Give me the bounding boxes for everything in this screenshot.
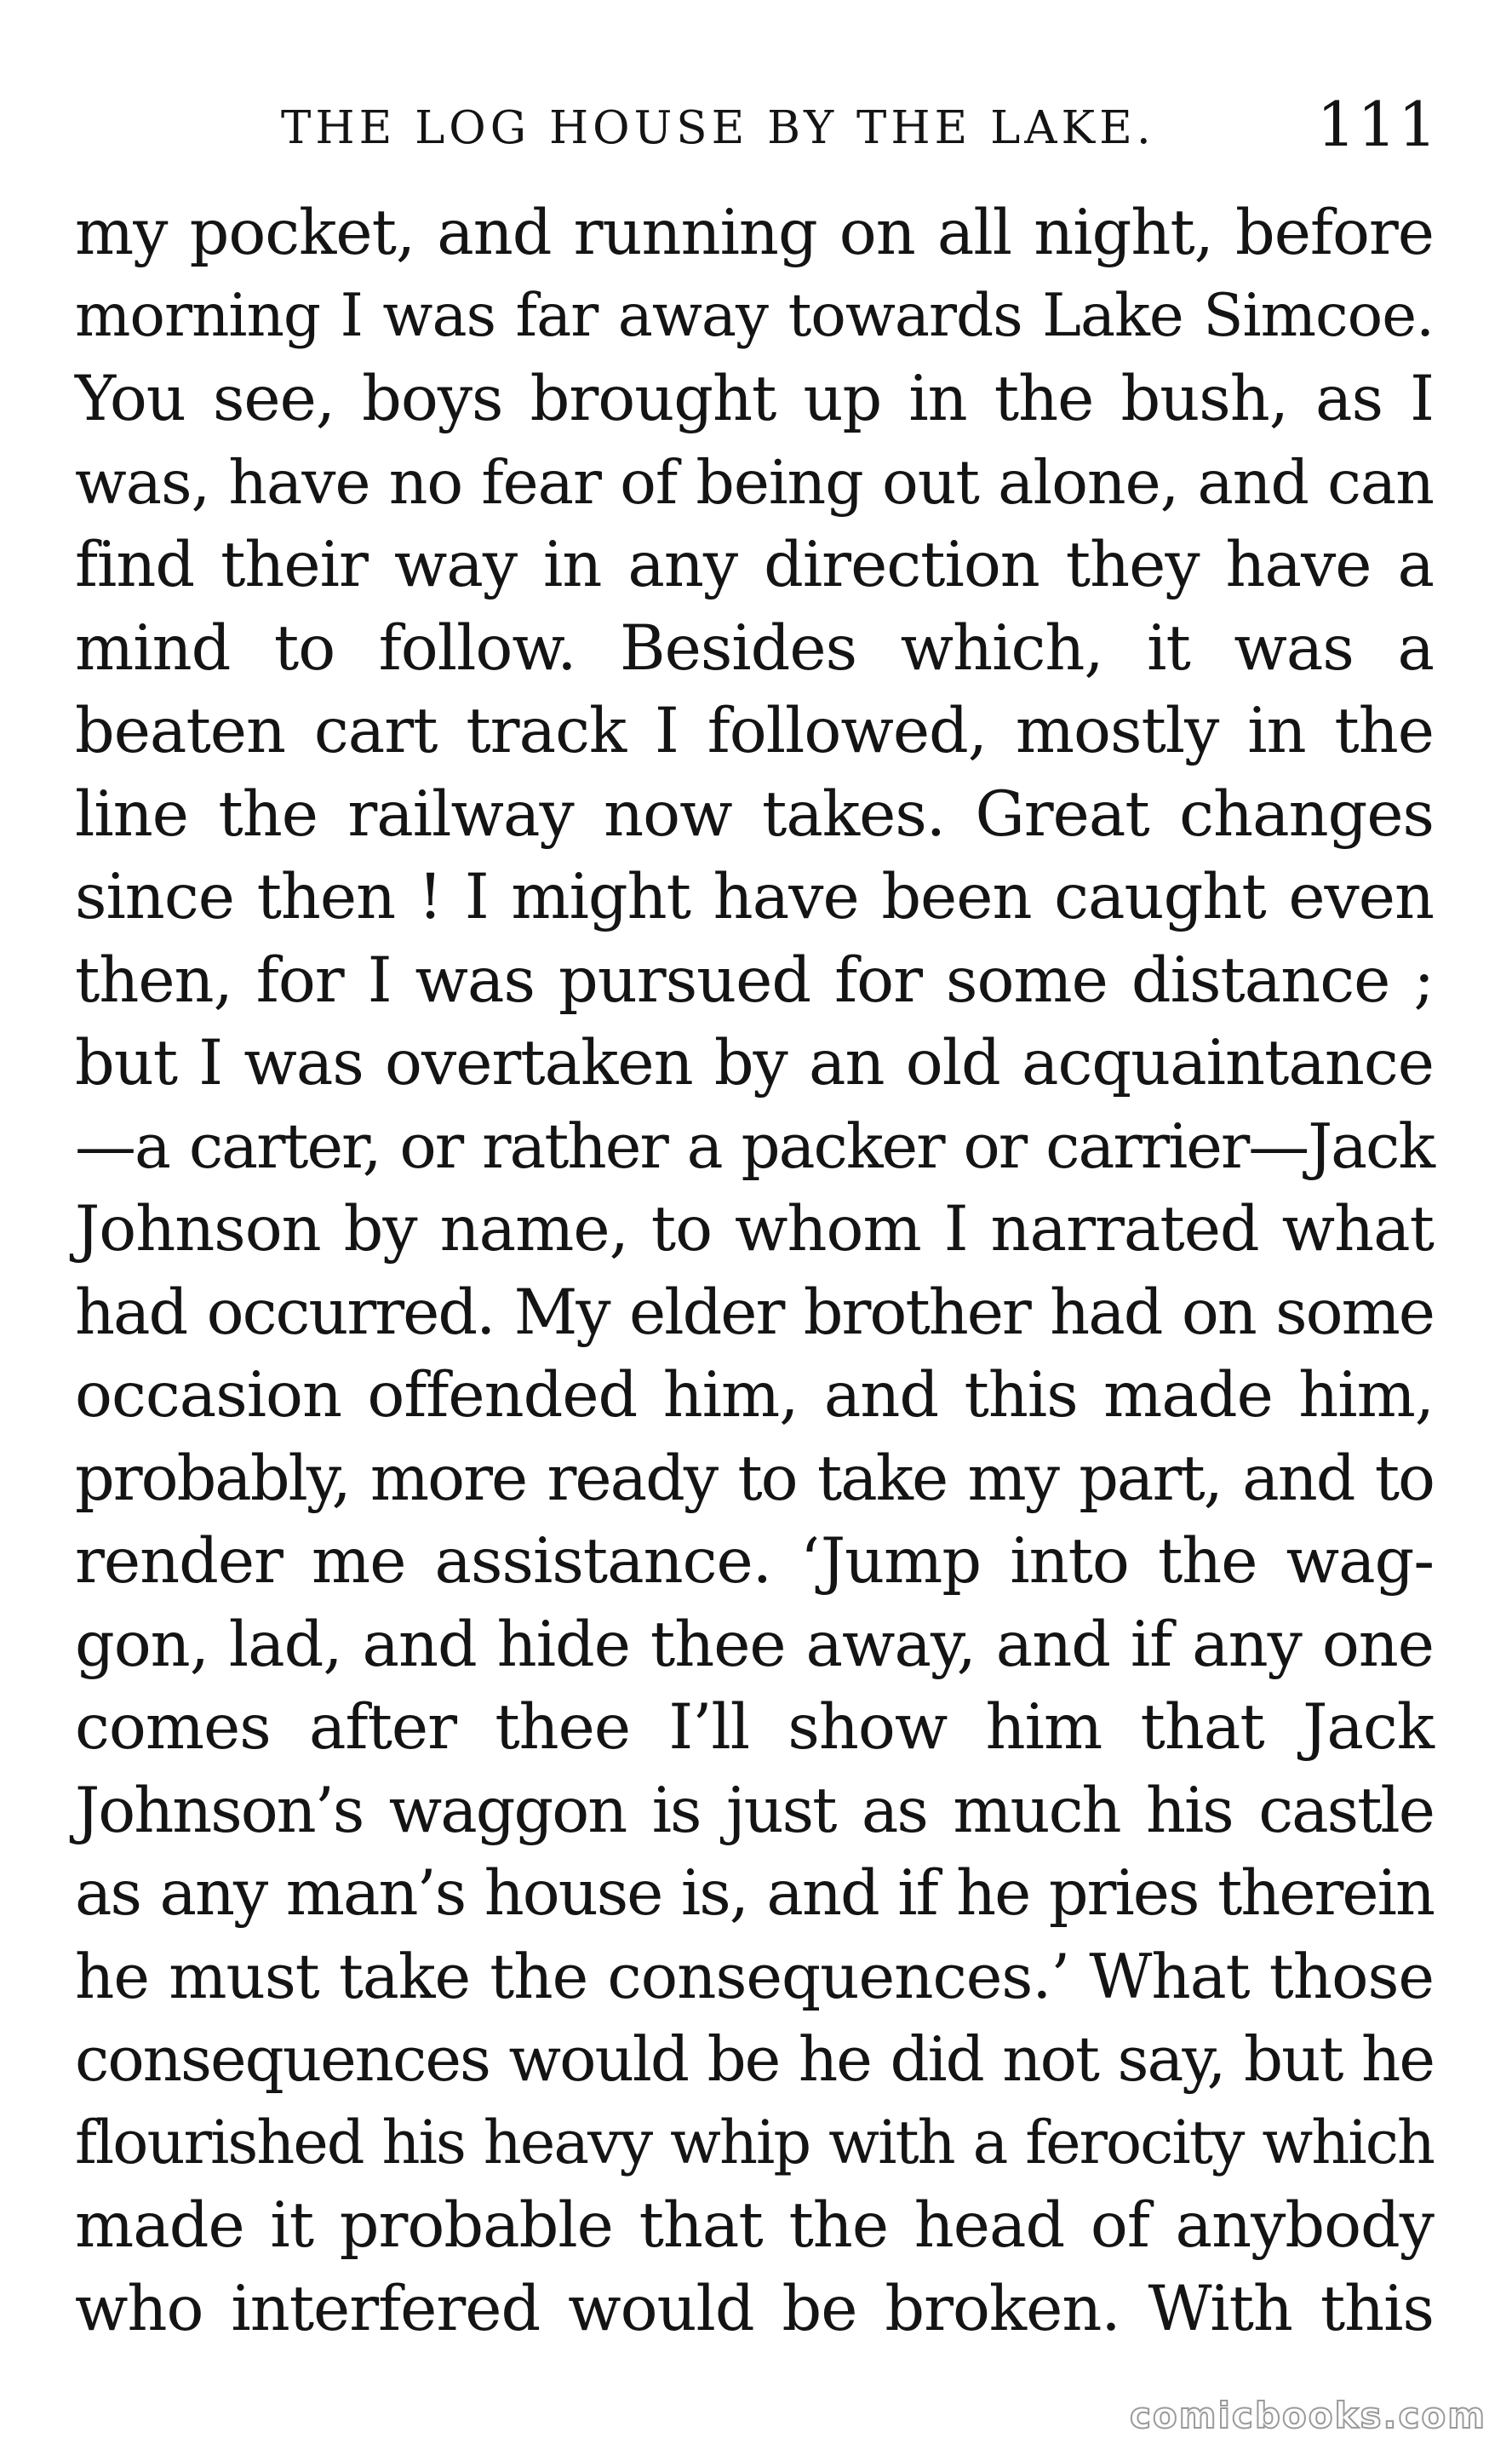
text-line: Johnson by name, to whom I narrated what	[75, 1193, 1434, 1265]
text-line: You see, boys brought up in the bush, as I	[75, 363, 1434, 435]
text-line: consequences would be he did not say, but he	[75, 2023, 1434, 2095]
text-line: who interfered would be broken. With this	[75, 2272, 1434, 2345]
body-text	[75, 192, 1434, 2350]
text-line: as any man’s house is, and if he pries therein	[75, 1857, 1434, 1930]
text-line: but I was overtaken by an old acquaintance	[75, 1027, 1434, 1099]
text-line: gon, lad, and hide thee away, and if any one	[75, 1608, 1434, 1681]
text-line: Johnson’s waggon is just as much his castle	[75, 1774, 1434, 1847]
text-line: probably, more ready to take my part, and to	[75, 1442, 1434, 1515]
text-line: render me assistance. ‘Jump into the wag-	[75, 1525, 1434, 1598]
text-line: morning I was far away towards Lake Simcoe.	[75, 281, 1434, 350]
text-line: comes after thee I’ll show him that Jack	[75, 1691, 1434, 1764]
text-line: then, for I was pursued for some distance ;	[75, 944, 1434, 1017]
text-line: —a carter, or rather a packer or carrier—Jack	[75, 1110, 1434, 1182]
text-line: beaten cart track I followed, mostly in the	[75, 695, 1434, 767]
running-title: THE LOG HOUSE BY THE LAKE.	[281, 102, 1155, 154]
text-line: made it probable that the head of anybody	[75, 2189, 1434, 2262]
text-line: occasion offended him, and this made him,	[75, 1359, 1434, 1431]
text-line: since then ! I might have been caught even	[75, 861, 1434, 933]
text-line: line the railway now takes. Great changes	[75, 777, 1434, 851]
text-line: find their way in any direction they have a	[75, 529, 1434, 601]
text-line: had occurred. My elder brother had on some	[75, 1276, 1434, 1349]
text-line: flourished his heavy whip with a ferocity which	[75, 2107, 1434, 2177]
watermark: comicbooks.com	[1130, 2395, 1486, 2436]
text-line: was, have no fear of being out alone, and can	[75, 446, 1434, 518]
text-line: mind to follow. Besides which, it was a	[75, 611, 1434, 685]
running-head	[281, 89, 1439, 165]
text-line: he must take the consequences.’ What those	[75, 1940, 1434, 2012]
text-line: my pocket, and running on all night, before	[75, 197, 1434, 269]
page-number: 111	[1316, 89, 1439, 160]
